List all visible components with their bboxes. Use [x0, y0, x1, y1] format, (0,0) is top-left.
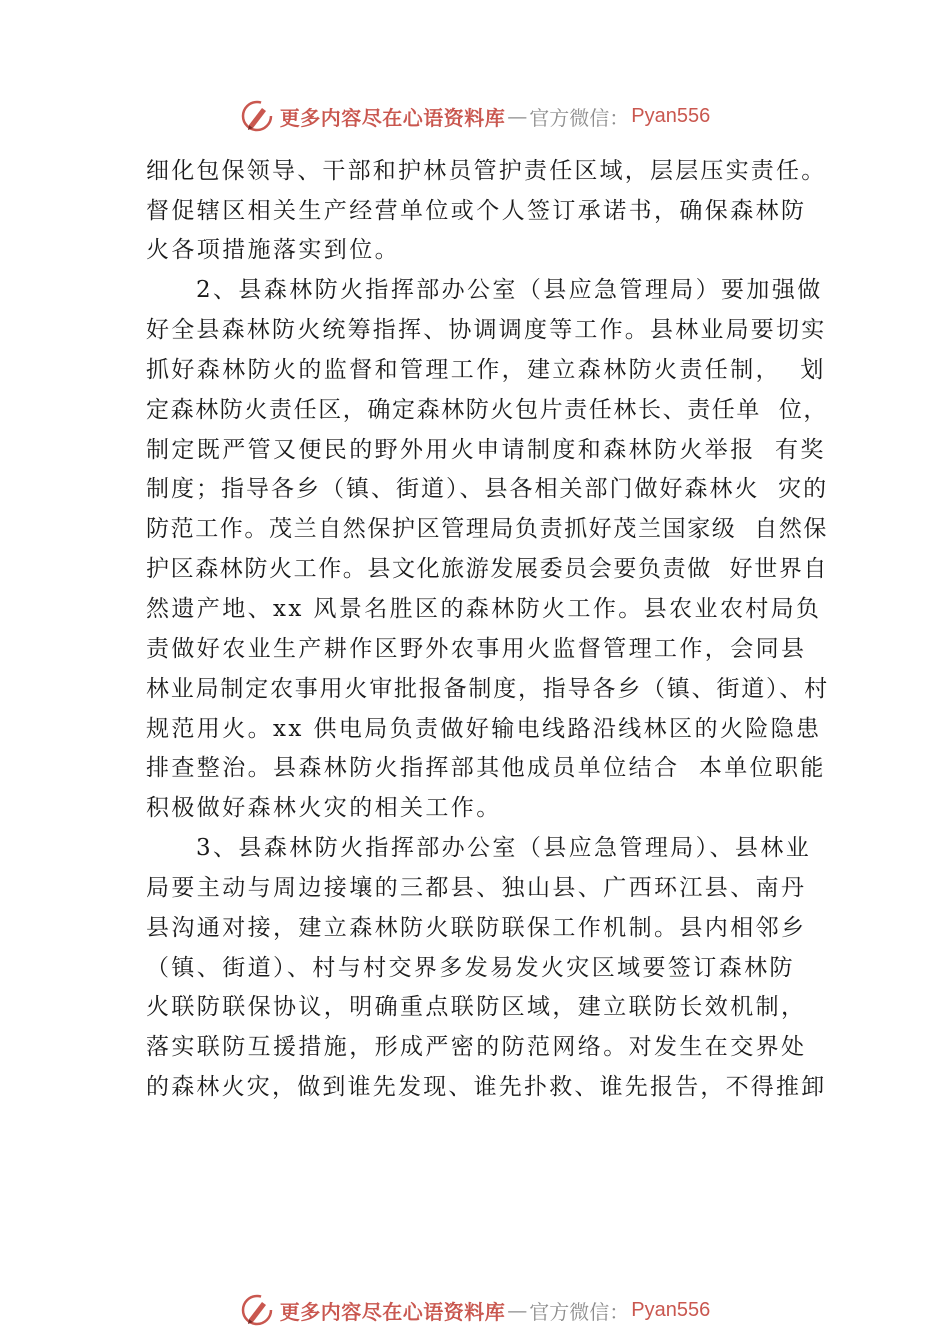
watermark-sub-text: 官方微信：	[529, 105, 630, 130]
text-line: 积极做好森林火灾的相关工作。	[146, 795, 502, 821]
pen-logo-icon	[240, 1293, 274, 1327]
text-line: 督促辖区相关生产经营单位或个人签订承诺书，确保森林防	[146, 198, 807, 224]
text-line: 县沟通对接，建立森林防火联防联保工作机制。县内相邻乡	[146, 915, 807, 941]
text-line: 责做好农业生产耕作区野外农事用火监督管理工作，会同县	[146, 636, 807, 662]
text-line: 规范用火。xx 供电局负责做好输电线路沿线林区的火险隐患	[146, 716, 822, 742]
header-watermark	[0, 96, 950, 136]
footer-watermark	[0, 1290, 950, 1330]
watermark-main-text: 更多内容尽在心语资料库	[279, 1299, 506, 1324]
watermark-dash: —	[507, 1298, 528, 1322]
text-line: 2、县森林防火指挥部办公室（县应急管理局）要加强做	[196, 277, 823, 303]
text-line: 抓好森林防火的监督和管理工作，建立森林防火责任制， 划	[146, 357, 826, 383]
text-line: 林业局制定农事用火审批报备制度，指导各乡（镇、街道）、村	[146, 676, 829, 702]
text-line: 排查整治。县森林防火指挥部其他成员单位结合 本单位职能	[146, 755, 826, 781]
watermark-wechat-id: Pyan556	[631, 104, 711, 127]
text-line: 防范工作。茂兰自然保护区管理局负责抓好茂兰国家级 自然保	[146, 516, 829, 542]
text-line: 3、县森林防火指挥部办公室（县应急管理局）、县林业	[196, 835, 812, 861]
text-line: 火各项措施落实到位。	[146, 237, 400, 263]
text-line: 局要主动与周边接壤的三都县、独山县、广西环江县、南丹	[146, 875, 807, 901]
text-line: 落实联防互援措施，形成严密的防范网络。对发生在交界处	[146, 1034, 807, 1060]
watermark-main-text: 更多内容尽在心语资料库	[279, 105, 506, 130]
text-line: 定森林防火责任区，确定森林防火包片责任林长、责任单 位，	[146, 397, 829, 423]
watermark-dash: —	[507, 104, 528, 128]
watermark-sub-text: 官方微信：	[529, 1299, 630, 1324]
watermark-wechat-id: Pyan556	[631, 1298, 711, 1321]
text-line: 好全县森林防火统筹指挥、协调调度等工作。县林业局要切实	[146, 317, 827, 343]
pen-logo-icon	[240, 99, 274, 133]
text-line: 然遗产地、xx 风景名胜区的森林防火工作。县农业农村局负	[146, 596, 822, 622]
text-line: 火联防联保协议，明确重点联防区域，建立联防长效机制，	[146, 994, 807, 1020]
text-line: 制度；指导各乡（镇、街道）、县各相关部门做好森林火 灾的	[146, 476, 829, 502]
text-line: 的森林火灾，做到谁先发现、谁先扑救、谁先报告，不得推卸	[146, 1074, 827, 1100]
text-line: （镇、街道）、村与村交界多发易发火灾区域要签订森林防	[146, 955, 795, 981]
text-line: 护区森林防火工作。县文化旅游发展委员会要负责做 好世界自	[146, 556, 829, 582]
text-line: 制定既严管又便民的野外用火申请制度和森林防火举报 有奖	[146, 437, 826, 463]
text-line: 细化包保领导、干部和护林员管护责任区域，层层压实责任。	[146, 158, 827, 184]
